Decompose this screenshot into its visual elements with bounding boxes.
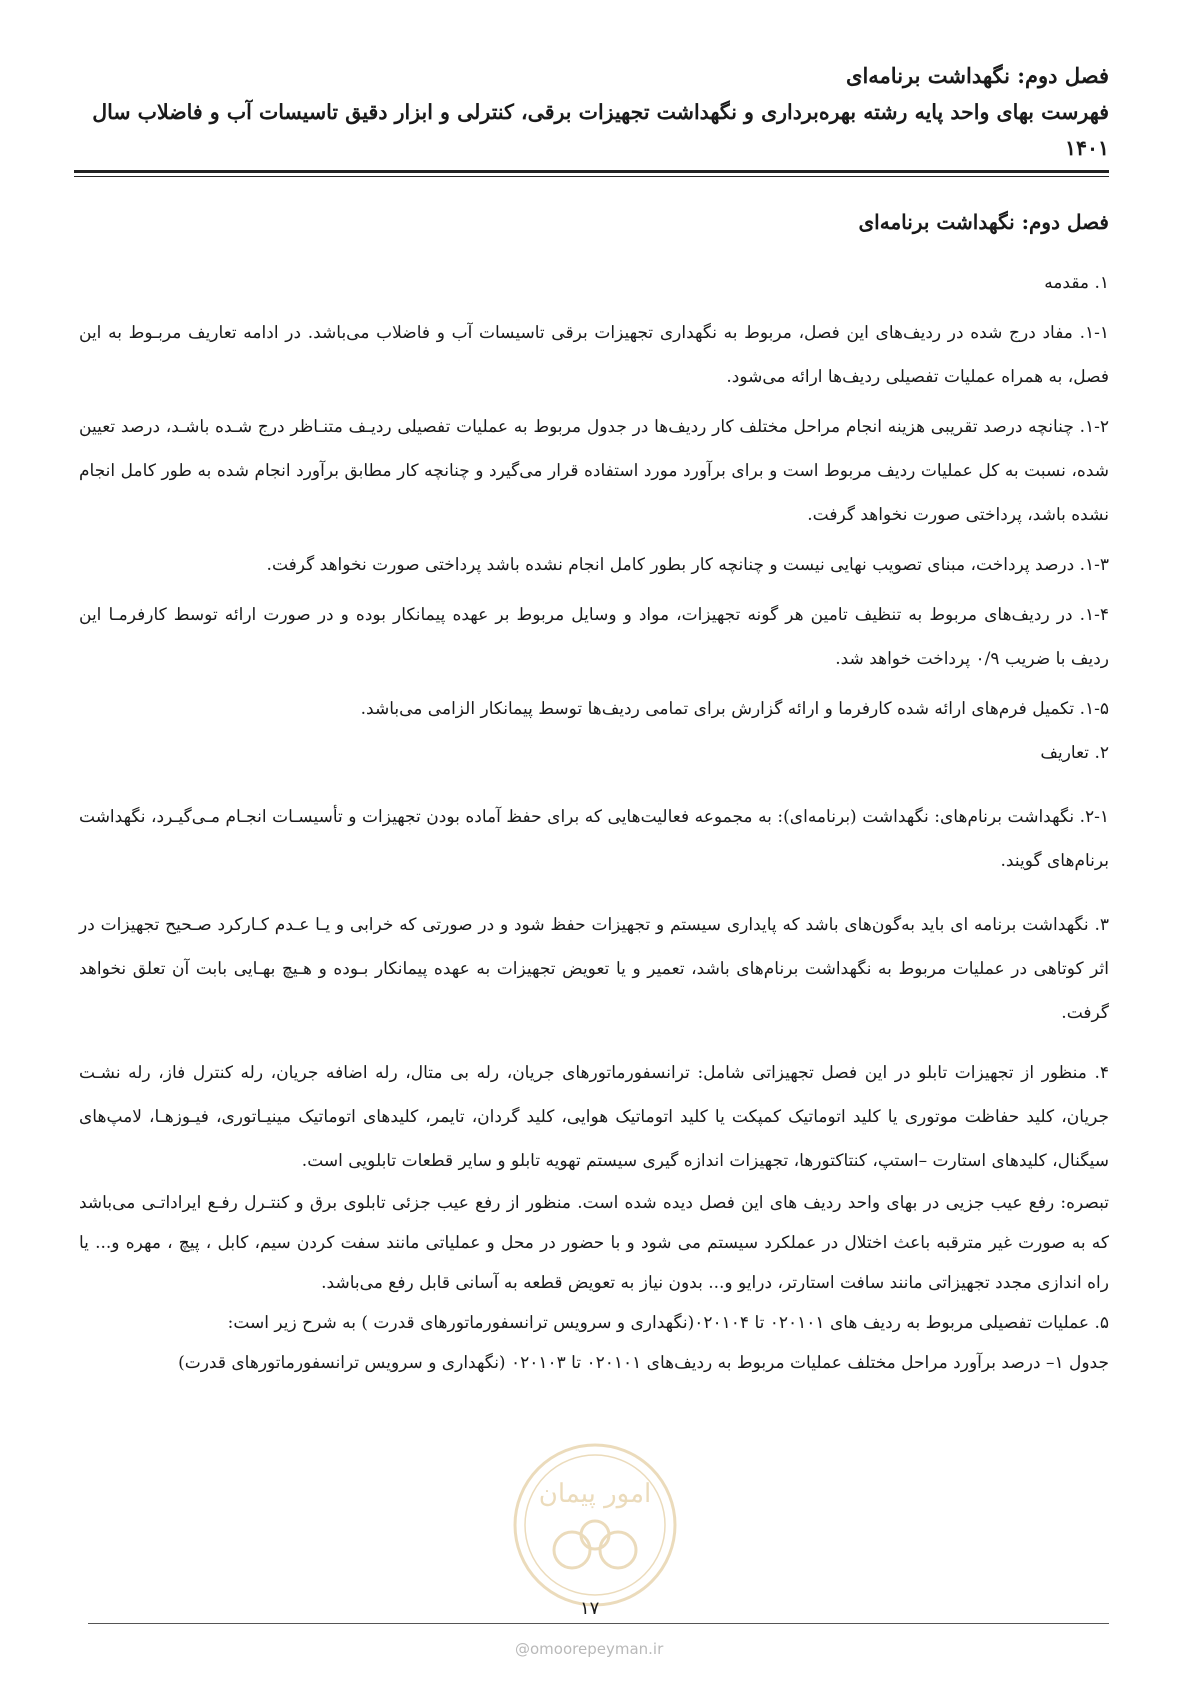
paragraph-1-3: ۱-۳. درصد پرداخت، مبنای تصویب نهایی نیست و چنانچه کار بطور کامل انجام نشده باشد پرداختی صورت نخواهد گرفت. <box>266 555 1109 575</box>
page-header <box>79 58 1109 166</box>
paragraph-4: ۴. منظور از تجهیزات تابلو در این فصل تجهیزاتی شامل: ترانسفورماتورهای جریان، رله بی متال، رله اضافه جریان، رله کنترل فاز، رله نشـت جریان، کلید حفاظت موتوری یا کلید اتوماتیک کمپکت یا کلید اتوماتیک هوایی، کلید گردان، تایمر، کلیدهای اتوماتیک مینیـاتوری، فیـوزهـا، لامپ‌های سیگنال، کلیدهای استارت –استپ، کنتاکتورها، تجهیزات اندازه گیری سیستم تهویه تابلو و سایر قطعات تابلویی است. <box>79 1063 1109 1171</box>
chapter-heading: فصل دوم: نگهداشت برنامه‌ای <box>858 210 1109 234</box>
paragraph-3: ۳. نگهداشت برنامه ای باید به‌گون‌های باشد که پایداری سیستم و تجهیزات حفظ شود و در صورتی که خرابی و یـا عـدم کـارکرد صـحیح تجهیزات در اثر کوتاهی در عملیات مربوط به نگهداشت برنام‌های باشد، تعمیر و یا تعویض تجهیزات به عهده پیمانکار بـوده و هـیچ بهـایی بابت آن تعلق نخواهد گرفت. <box>79 915 1109 1023</box>
page-number: ۱۷ <box>580 1598 600 1619</box>
paragraph-1-1: ۱-۱. مفاد درج شده در ردیف‌های این فصل، مربوط به نگهداری تجهیزات برقی تاسیسات آب و فاضلاب می‌باشد. در ادامه تعاریف مربـوط به این فصل، به همراه عملیات تفصیلی ردیف‌ها ارائه می‌شود. <box>79 323 1109 387</box>
section-intro-heading: ۱. مقدمه <box>1044 273 1109 293</box>
main-content <box>79 205 1109 1383</box>
paragraph-1-2: ۱-۲. چنانچه درصد تقریبی هزینه انجام مراحل مختلف کار ردیف‌ها در جدول مربوط به عملیات تفصیلی ردیـف متنـاظر درج شـده باشـد، درصد تعیین شده، نسبت به کل عملیات ردیف مربوط است و برای برآورد مورد استفاده قرار می‌گیرد و چنانچه کار مطابق برآورد انجام شده به طور کامل انجام نشده باشد، پرداختی صورت نخواهد گرفت. <box>79 417 1109 525</box>
header-divider <box>74 170 1109 173</box>
header-divider-thin <box>74 176 1109 177</box>
paragraph-1-4: ۱-۴. در ردیف‌های مربوط به تنظیف تامین هر گونه تجهیزات، مواد و وسایل مربوط بر عهده پیمانکار بوده و در صورت ارائه توسط کارفرمـا این ردیف با ضریب ۰/۹ پرداخت خواهد شد. <box>79 605 1109 669</box>
table-caption: جدول ۱– درصد برآورد مراحل مختلف عملیات مربوط به ردیف‌های ۰۲۰۱۰۱ تا ۰۲۰۱۰۳ (نگهداری و سرویس ترانسفورماتورهای قدرت) <box>178 1353 1109 1373</box>
paragraph-1-5: ۱-۵. تکمیل فرم‌های ارائه شده کارفرما و ارائه گزارش برای تمامی ردیف‌ها توسط پیمانکار الزامی می‌باشد. <box>360 699 1109 719</box>
paragraph-5: ۵. عملیات تفصیلی مربوط به ردیف های ۰۲۰۱۰۱ تا ۰۲۰۱۰۴(نگهداری و سرویس ترانسفورماتورهای قدرت ) به شرح زیر است: <box>227 1313 1109 1333</box>
paragraph-2-1: ۲-۱. نگهداشت برنام‌های: نگهداشت (برنامه‌ای): به مجموعه فعالیت‌هایی که برای حفظ آماده بودن تجهیزات و تأسیسـات انجـام مـی‌گیـرد، نگهداشت برنام‌های گویند. <box>79 807 1109 871</box>
header-document-title: فهرست بهای واحد پایه رشته بهره‌برداری و نگهداشت تجهیزات برقی، کنترلی و ابزار دقیق تاسیسات آب و فاضلاب سال ۱۴۰۱ <box>92 100 1109 160</box>
section-definitions-heading: ۲. تعاریف <box>1040 743 1109 763</box>
footer-divider <box>88 1623 1109 1624</box>
watermark-text: امور پیمان <box>538 1479 652 1509</box>
header-chapter-title: فصل دوم: نگهداشت برنامه‌ای <box>846 63 1109 88</box>
paragraph-note: تبصره: رفع عیب جزیی در بهای واحد ردیف های این فصل دیده شده است. منظور از رفع عیب جزئی تابلوی برق و کنتـرل رفـع ایراداتـی می‌باشد که به صورت غیر مترقبه باعث اختلال در عملکرد سیستم می شود و با حضور در محل و عملیاتی مانند سفت کردن سیم، کابل ، پیچ ، مهره و... یا راه اندازی مجدد تجهیزاتی مانند سافت استارتر، درایو و... بدون نیاز به تعویض قطعه به آسانی قابل رفع می‌باشد. <box>79 1193 1109 1293</box>
watermark-logo-icon <box>510 1440 680 1610</box>
footer-site-link: @omoorepeyman.ir <box>515 1640 664 1658</box>
